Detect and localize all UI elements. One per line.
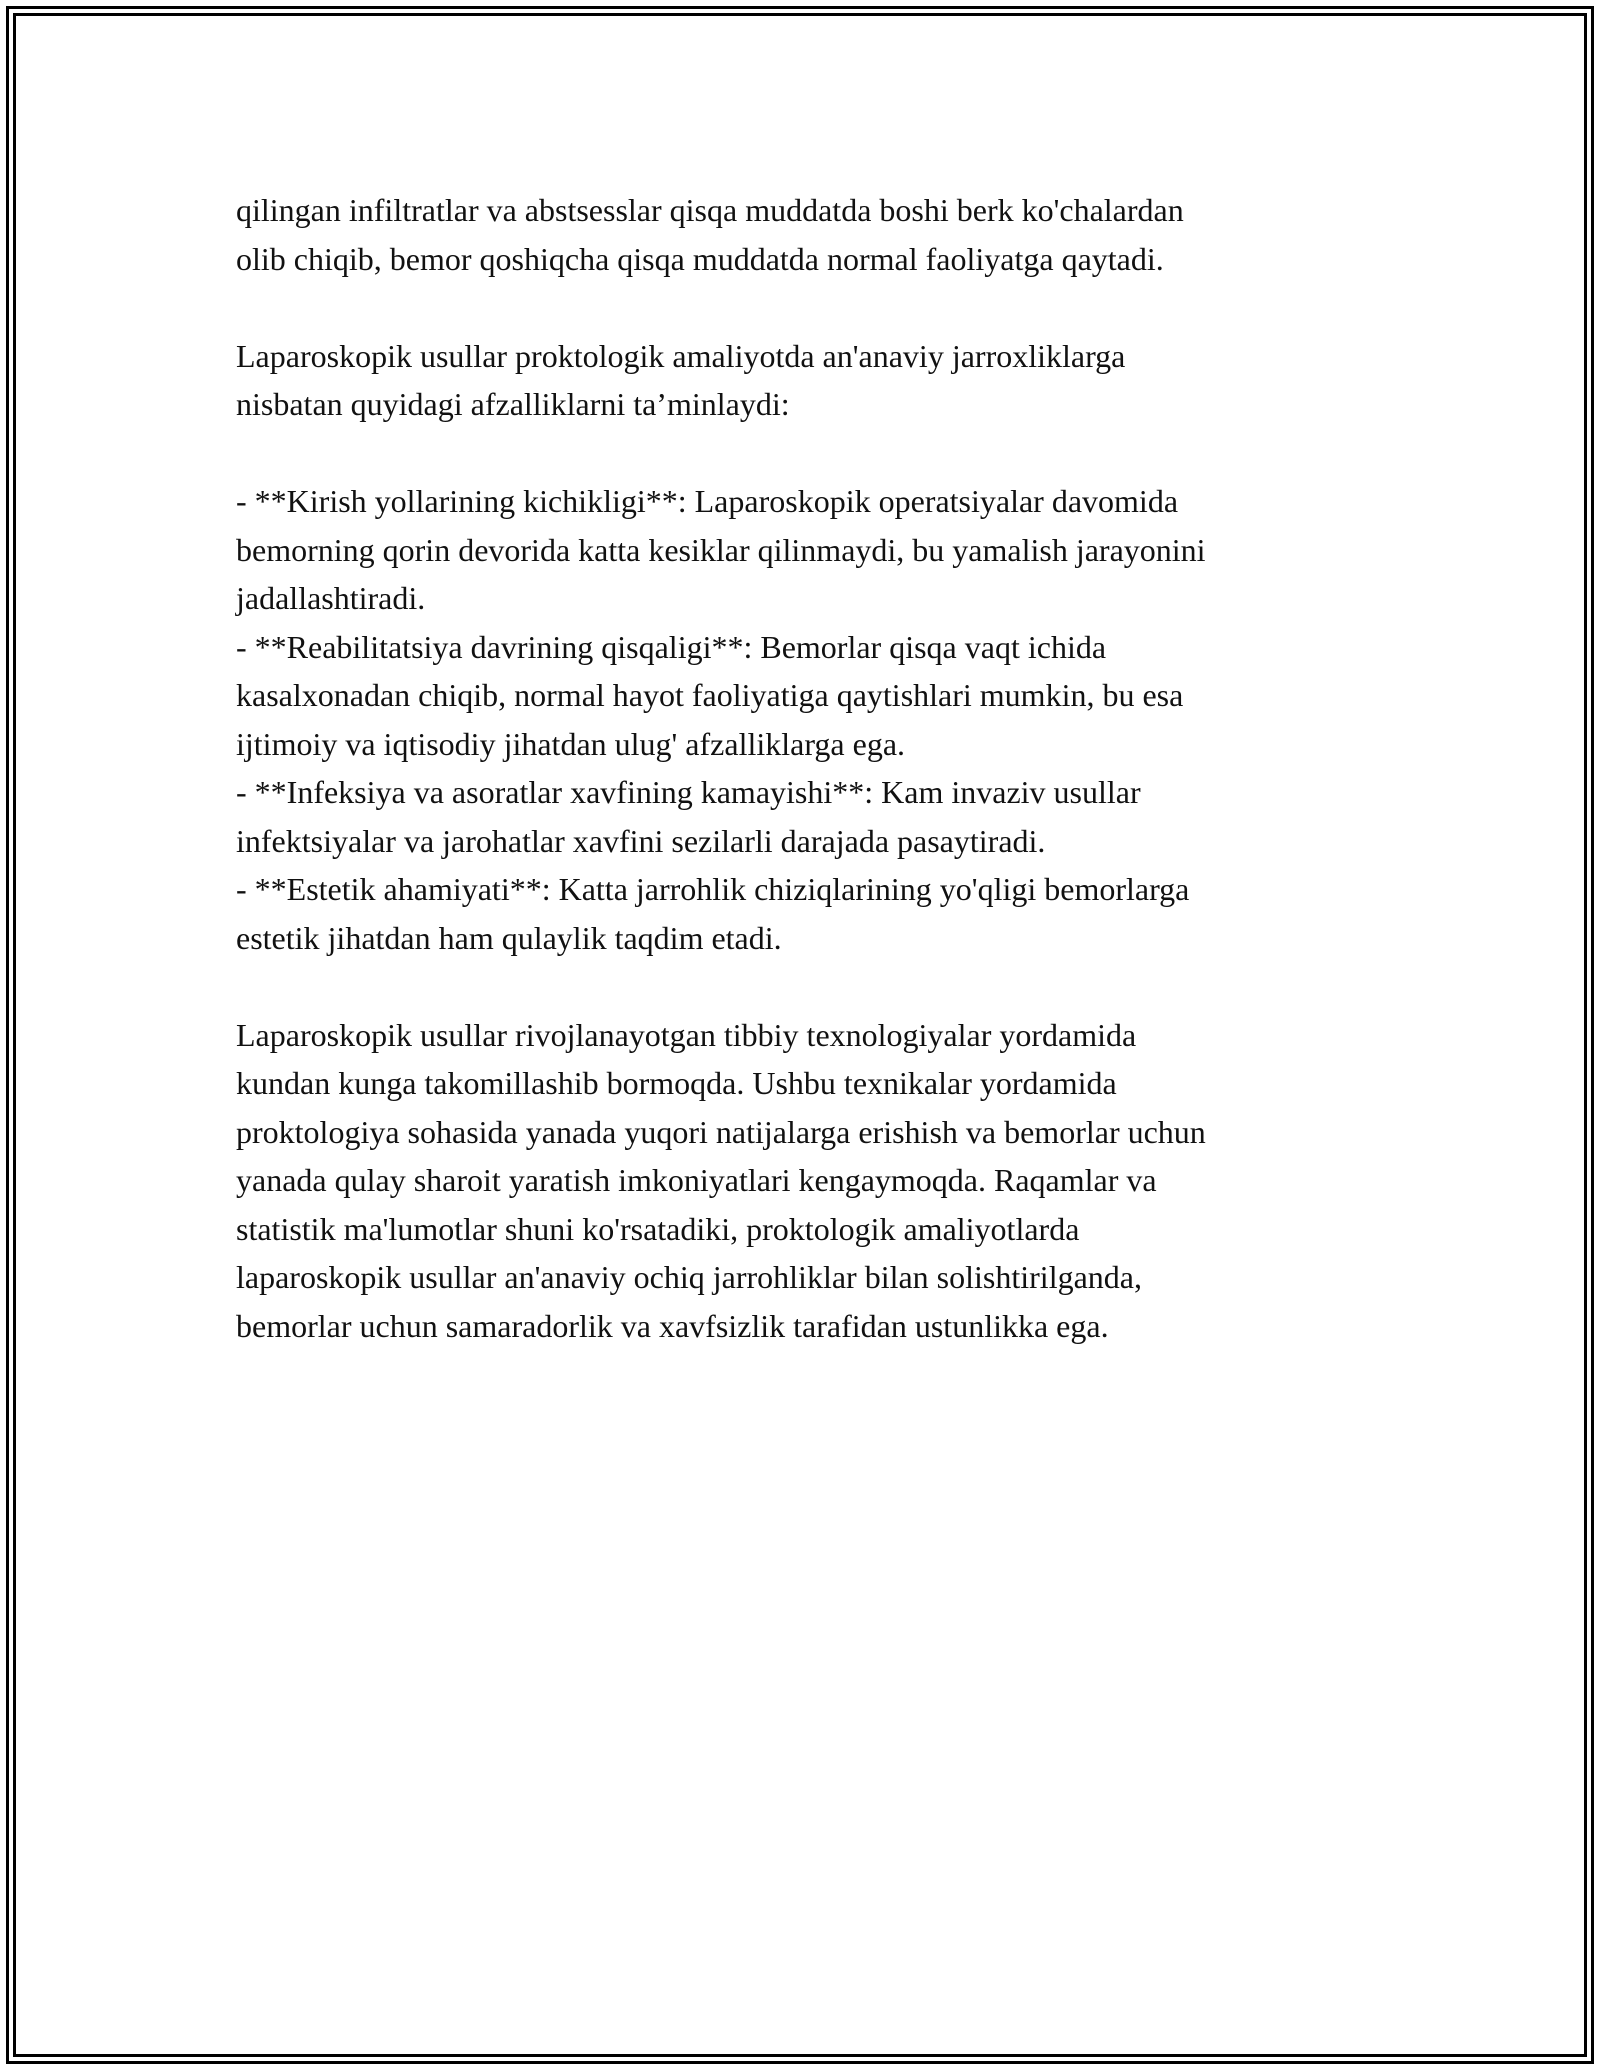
list-item-line: - **Infeksiya va asoratlar xavfining kamayishi**: Kam invaziv usullar [236, 774, 1141, 810]
text-line: nisbatan quyidagi afzalliklarni ta’minlaydi: [236, 386, 790, 422]
text-line: qilingan infiltratlar va abstsesslar qisqa muddatda boshi berk ko'chalardan [236, 192, 1184, 228]
list-item-line: infektsiyalar va jarohatlar xavfini sezilarli darajada pasaytiradi. [236, 822, 1046, 859]
text-line: bemorlar uchun samaradorlik va xavfsizlik tarafidan ustunlikka ega. [236, 1307, 1109, 1344]
list-item-line: - **Estetik ahamiyati**: Katta jarrohlik chiziqlarining yo'qligi bemorlarga [236, 871, 1190, 907]
text-line: proktologiya sohasida yanada yuqori natijalarga erishish va bemorlar uchun [236, 1113, 1206, 1150]
text-line: Laparoskopik usullar proktologik amaliyotda an'anaviy jarroxliklarga [236, 337, 1126, 374]
list-item-line: bemorning qorin devorida katta kesiklar qilinmaydi, bu yamalish jarayonini [236, 531, 1206, 568]
text-line: Laparoskopik usullar rivojlanayotgan tibbiy texnologiyalar yordamida [236, 1016, 1137, 1053]
list-item-line: jadallashtiradi. [236, 580, 426, 616]
text-line: kundan kunga takomillashib bormoqda. Ushbu texnikalar yordamida [236, 1065, 1117, 1101]
advantages-list [236, 477, 1376, 962]
paragraph-spacer [236, 283, 1376, 332]
list-item-line: estetik jihatdan ham qulaylik taqdim etadi. [236, 919, 782, 956]
text-line: yanada qulay sharoit yaratish imkoniyatlari kengaymoqda. Raqamlar va [236, 1162, 1157, 1198]
paragraph-intro-continuation [236, 186, 1376, 283]
text-line: statistik ma'lumotlar shuni ko'rsatadiki, proktologik amaliyotlarda [236, 1210, 1080, 1247]
list-item-line: - **Reabilitatsiya davrining qisqaligi**: Bemorlar qisqa vaqt ichida [236, 628, 1107, 665]
paragraph-spacer [236, 429, 1376, 478]
list-item-line: - **Kirish yollarining kichikligi**: Laparoskopik operatsiyalar davomida [236, 483, 1179, 519]
list-item-line: ijtimoiy va iqtisodiy jihatdan ulug' afzalliklarga ega. [236, 725, 906, 762]
list-item-line: kasalxonadan chiqib, normal hayot faoliyatiga qaytishlari mumkin, bu esa [236, 677, 1184, 713]
text-line: laparoskopik usullar an'anaviy ochiq jarrohliklar bilan solishtirilganda, [236, 1259, 1142, 1295]
document-body [236, 186, 1376, 1350]
paragraph-conclusion [236, 1011, 1376, 1351]
paragraph-spacer [236, 962, 1376, 1011]
text-line: olib chiqib, bemor qoshiqcha qisqa muddatda normal faoliyatga qaytadi. [236, 240, 1164, 277]
paragraph-advantages-intro [236, 332, 1376, 429]
